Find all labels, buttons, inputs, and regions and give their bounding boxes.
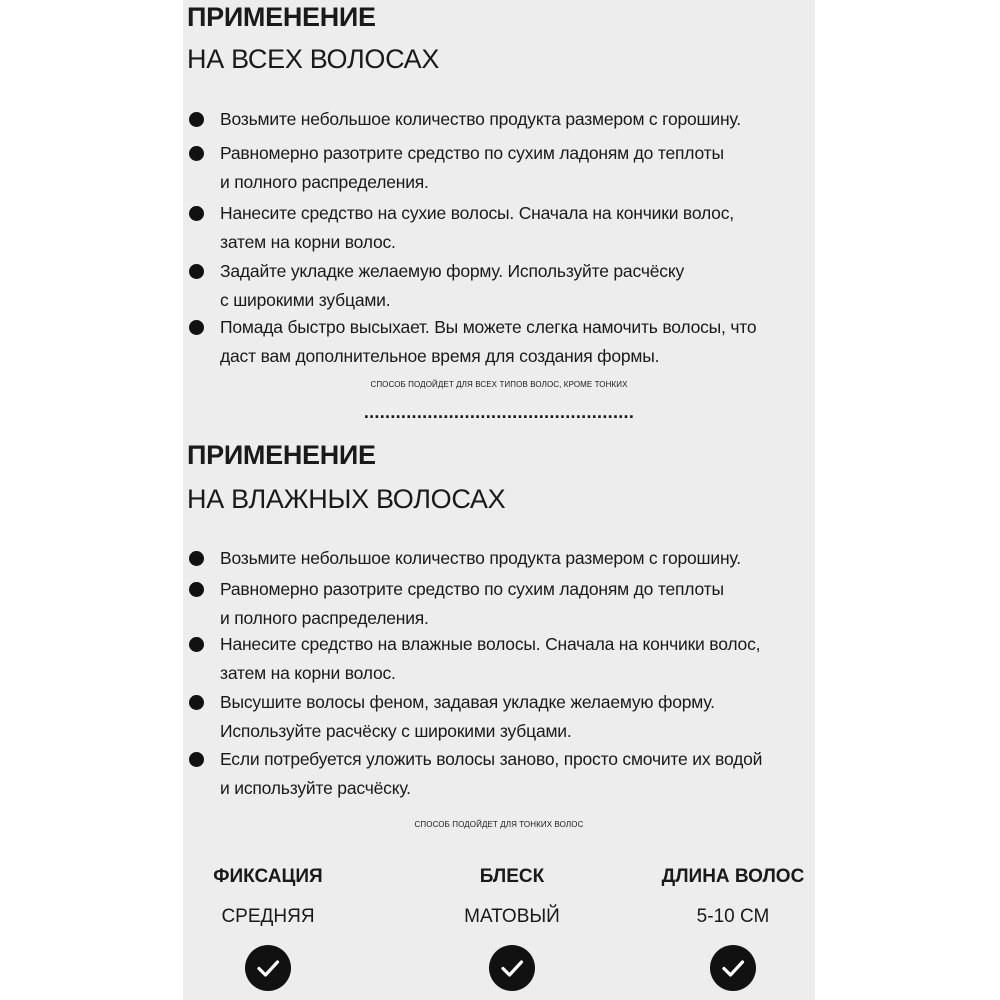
- list-item-line: Возьмите небольшое количество продукта размером с горошину.: [220, 548, 741, 568]
- list-item-line: и полного распределения.: [220, 608, 429, 628]
- check-circle-icon: [489, 945, 535, 991]
- section1-title: ПРИМЕНЕНИЕ: [187, 2, 376, 32]
- section2-title: ПРИМЕНЕНИЕ: [187, 440, 376, 470]
- list-item-line: Равномерно разотрите средство по сухим ладоням до теплоты: [220, 579, 724, 599]
- list-item-line: Нанесите средство на сухие волосы. Сначала на кончики волос,: [220, 203, 734, 223]
- spec-value: МАТОВЫЙ: [464, 906, 560, 927]
- bullet-icon: [189, 551, 204, 566]
- list-item-line: Если потребуется уложить волосы заново, просто смочите их водой: [220, 749, 763, 769]
- section2-subtitle: НА ВЛАЖНЫХ ВОЛОСАХ: [187, 484, 506, 514]
- list-item-line: даст вам дополнительное время для создания формы.: [220, 346, 660, 366]
- list-item-line: Помада быстро высыхает. Вы можете слегка намочить волосы, что: [220, 317, 757, 337]
- check-circle-icon: [245, 945, 291, 991]
- list-item-line: Равномерно разотрите средство по сухим ладоням до теплоты: [220, 143, 724, 163]
- list-item: [220, 688, 715, 746]
- list-item-line: Нанесите средство на влажные волосы. Сначала на кончики волос,: [220, 634, 761, 654]
- section1-subtitle: НА ВСЕХ ВОЛОСАХ: [187, 44, 440, 74]
- bullet-icon: [189, 146, 204, 161]
- list-item: [220, 575, 724, 633]
- list-item: [220, 630, 760, 688]
- list-item-line: затем на корни волос.: [220, 663, 396, 683]
- section2-note: СПОСОБ ПОДОЙДЕТ ДЛЯ ТОНКИХ ВОЛОС: [414, 820, 584, 829]
- check-circle-icon: [710, 945, 756, 991]
- list-item-line: и используйте расчёску.: [220, 778, 411, 798]
- list-item-line: и полного распределения.: [220, 172, 429, 192]
- bullet-icon: [189, 264, 204, 279]
- dotted-divider: ...................................................: [363, 402, 635, 422]
- bullet-icon: [189, 112, 204, 127]
- bullet-icon: [189, 695, 204, 710]
- list-item-line: с широкими зубцами.: [220, 290, 391, 310]
- spec-value: СРЕДНЯЯ: [221, 906, 315, 927]
- list-item: [220, 199, 734, 257]
- spec-label: ДЛИНА ВОЛОС: [661, 866, 805, 887]
- list-item-line: Возьмите небольшое количество продукта размером с горошину.: [220, 109, 741, 129]
- list-item: [220, 139, 724, 197]
- bullet-icon: [189, 206, 204, 221]
- spec-value: 5-10 СМ: [696, 906, 770, 927]
- list-item: [220, 745, 762, 803]
- list-item: [220, 544, 741, 573]
- instruction-panel: [183, 0, 815, 1000]
- bullet-icon: [189, 752, 204, 767]
- bullet-icon: [189, 320, 204, 335]
- list-item-line: Задайте укладке желаемую форму. Используйте расчёску: [220, 261, 685, 281]
- list-item: [220, 313, 756, 371]
- spec-label: БЛЕСК: [479, 866, 545, 887]
- list-item: [220, 257, 684, 315]
- list-item-line: затем на корни волос.: [220, 232, 396, 252]
- spec-label: ФИКСАЦИЯ: [213, 866, 323, 887]
- list-item: [220, 105, 741, 134]
- list-item-line: Используйте расчёску с широкими зубцами.: [220, 721, 572, 741]
- bullet-icon: [189, 582, 204, 597]
- section1-note: СПОСОБ ПОДОЙДЕТ ДЛЯ ВСЕХ ТИПОВ ВОЛОС, КРОМЕ ТОНКИХ: [370, 380, 628, 389]
- list-item-line: Высушите волосы феном, задавая укладке желаемую форму.: [220, 692, 715, 712]
- bullet-icon: [189, 637, 204, 652]
